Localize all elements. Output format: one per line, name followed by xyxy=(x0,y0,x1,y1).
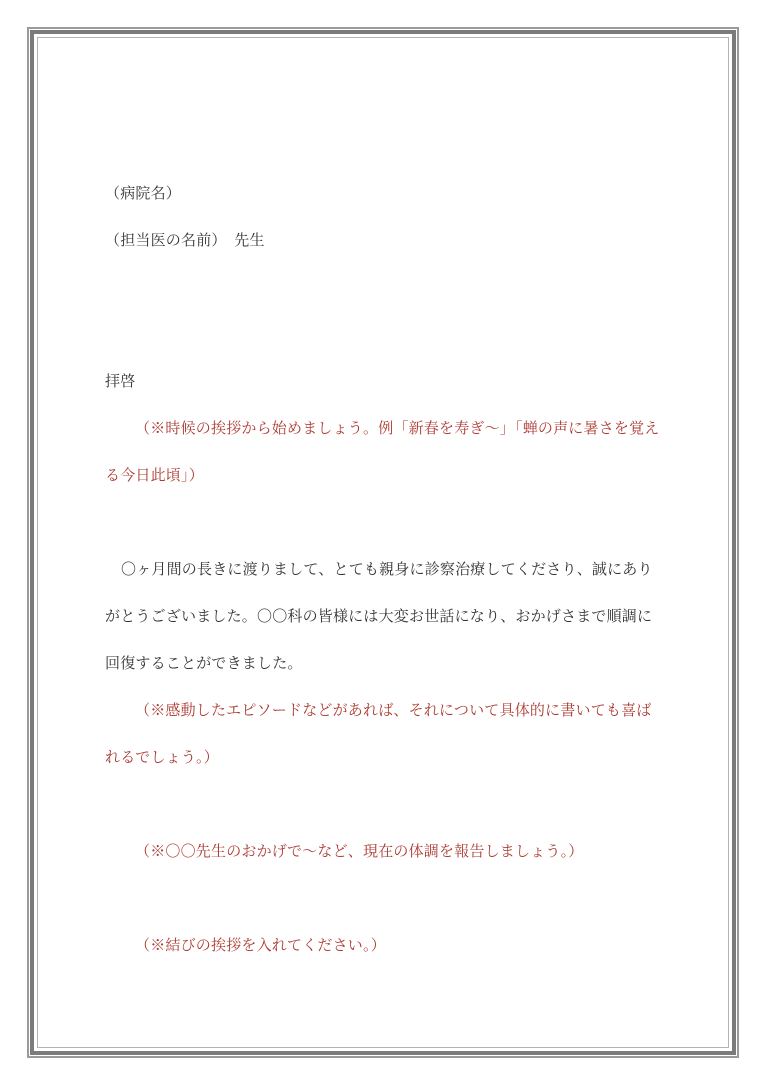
salutation-line: 拝啓 xyxy=(105,374,136,390)
recipient-doctor-line: （担当医の名前） 先生 xyxy=(105,233,265,249)
blank-line xyxy=(105,265,667,312)
episode-note-line-1: （※感動したエピソードなどがあれば、それについて具体的に書いても喜ば xyxy=(135,703,652,719)
blank-line xyxy=(105,312,667,359)
recipient-hospital-line: （病院名） xyxy=(105,186,182,202)
blank-line xyxy=(105,782,667,829)
episode-note-line-2: れるでしょう。） xyxy=(105,750,219,766)
blank-line xyxy=(105,876,667,923)
body-paragraph-line-2: がとうございました。〇〇科の皆様には大変お世話になり、おかげさまで順調に xyxy=(105,609,653,625)
blank-line xyxy=(105,500,667,547)
seasonal-greeting-note-line-1: （※時候の挨拶から始めましょう。例「新春を寿ぎ～」「蝉の声に暑さを覚え xyxy=(135,421,660,437)
body-paragraph-line-3: 回復することができました。 xyxy=(105,656,303,672)
letter-body xyxy=(105,171,667,970)
seasonal-greeting-note-line-2: る今日此頃」） xyxy=(105,468,204,484)
body-paragraph-line-1: 〇ヶ月間の長きに渡りまして、とても親身に診察治療してくださり、誠にあり xyxy=(121,562,653,578)
condition-report-note-line: （※〇〇先生のおかげで～など、現在の体調を報告しましょう。） xyxy=(135,844,584,860)
closing-greeting-note-line: （※結びの挨拶を入れてください。） xyxy=(135,938,386,954)
